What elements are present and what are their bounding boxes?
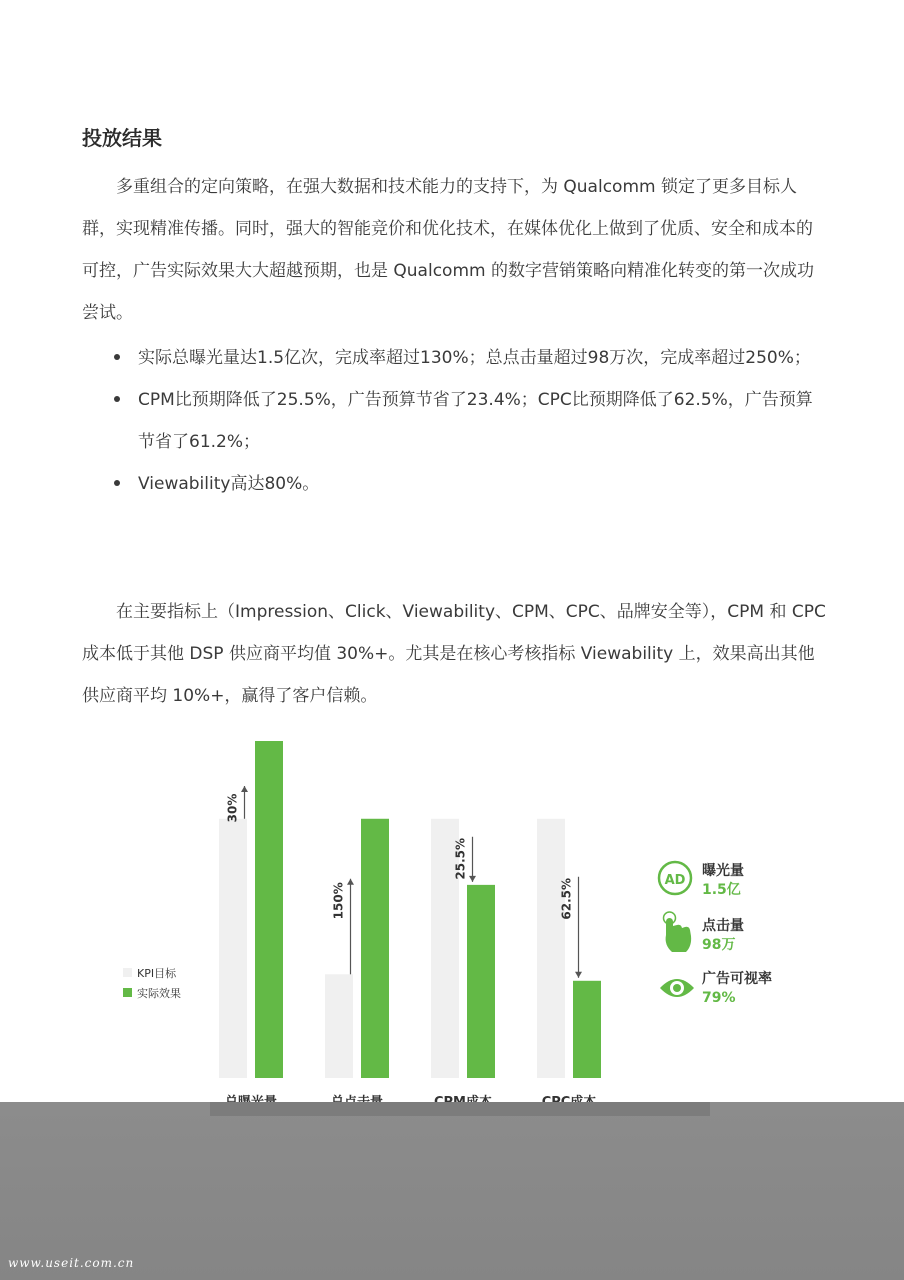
chart-svg (0, 730, 904, 1130)
stat-label-viewability: 广告可视率 (702, 971, 772, 987)
list-item (112, 337, 827, 379)
bar-actual-3 (573, 981, 601, 1078)
annotation-arrow-head-0 (241, 786, 248, 792)
stat-value-impressions: 1.5亿 (702, 882, 741, 898)
list-item (112, 463, 827, 505)
bullet-dot (114, 354, 120, 360)
watermark: www.useit.com.cn (8, 1256, 135, 1270)
eye-icon (660, 979, 694, 997)
annotation-arrow-head-1 (347, 879, 354, 885)
bar-actual-1 (361, 819, 389, 1078)
chart-legend (123, 966, 181, 1000)
annotation-arrow-head-2 (469, 876, 476, 882)
bar-actual-2 (467, 885, 495, 1078)
legend-label-actual: 实际效果 (137, 987, 181, 1000)
bullet-dot (114, 480, 120, 486)
list-item-text: 实际总曝光量达1.5亿次，完成率超过130%；总点击量超过98万次，完成率超过250%； (138, 348, 811, 368)
ad-icon (659, 862, 691, 894)
bar-kpi-3 (537, 819, 565, 1078)
results-chart (0, 730, 904, 1130)
stat-value-clicks: 98万 (702, 937, 736, 953)
legend-label-kpi: KPI目标 (137, 967, 177, 980)
stat-value-viewability: 79% (702, 990, 736, 1006)
bars-layer (219, 741, 601, 1078)
stat-label-clicks: 点击量 (702, 918, 744, 934)
annotation-label-0: 30% (225, 793, 240, 823)
list-item (112, 379, 827, 463)
hand-click-icon (664, 912, 692, 952)
annotation-label-2: 25.5% (453, 837, 468, 880)
legend-swatch-actual (123, 988, 132, 997)
list-item-text: Viewability高达80%。 (138, 474, 320, 494)
metrics-paragraph: 在主要指标上（Impression、Click、Viewability、CPM、CPC、品牌安全等），CPM 和 CPC 成本低于其他 DSP 供应商平均值 30%+。尤其是在核心考核指标 Viewability 上，效果高出其他供应商平均 10%+，赢得了客户信赖。 (82, 602, 826, 706)
annotation-label-1: 150% (331, 882, 346, 920)
legend-swatch-kpi (123, 968, 132, 977)
annotation-label-3: 62.5% (559, 877, 574, 920)
bar-kpi-0 (219, 819, 247, 1078)
list-item-text: CPM比预期降低了25.5%，广告预算节省了23.4%；CPC比预期降低了62.5%，广告预算节省了61.2%； (138, 390, 813, 452)
annotation-arrow-head-3 (575, 972, 582, 978)
gray-overlay (0, 1102, 904, 1280)
stats-panel (659, 862, 772, 1006)
overlay-strip (210, 1102, 710, 1116)
ad-icon-text: AD (664, 873, 686, 888)
bullet-dot (114, 396, 120, 402)
stat-label-impressions: 曝光量 (702, 863, 744, 879)
intro-paragraph: 多重组合的定向策略，在强大数据和技术能力的支持下，为 Qualcomm 锁定了更多目标人群，实现精准传播。同时，强大的智能竞价和优化技术，在媒体优化上做到了优质、安全和成本的可控，广告实际效果大大超越预期，也是 Qualcomm 的数字营销策略向精准化转变的第一次成功尝试。 (82, 177, 814, 323)
bar-kpi-1 (325, 974, 353, 1078)
section-title: 投放结果 (82, 126, 162, 150)
bar-actual-0 (255, 741, 283, 1078)
results-list (112, 337, 827, 505)
